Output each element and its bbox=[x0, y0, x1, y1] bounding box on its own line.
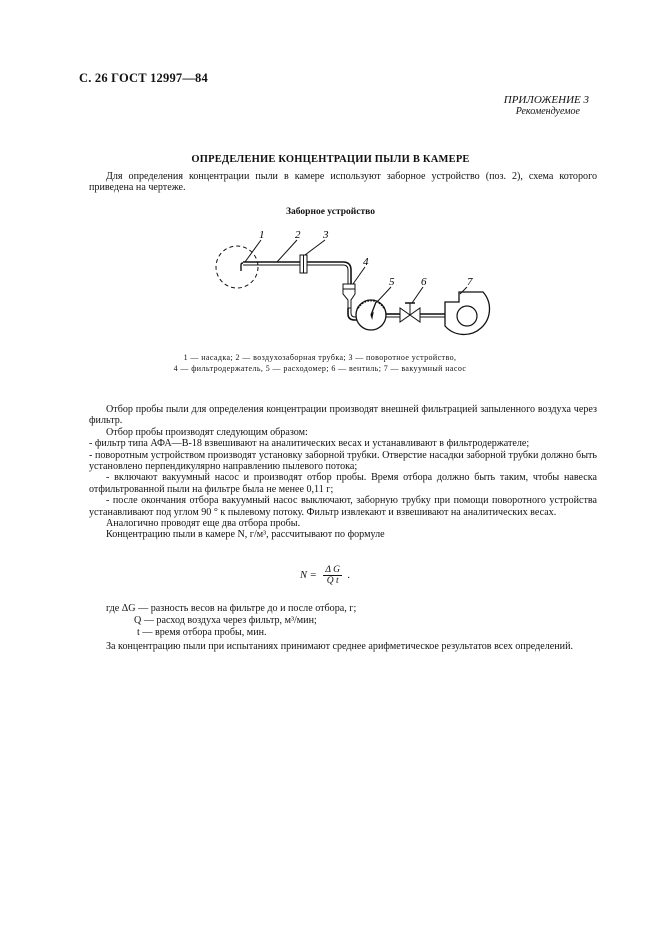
figure-caption bbox=[120, 352, 520, 374]
paragraph: Аналогично проводят еще два отбора пробы. bbox=[106, 518, 301, 530]
formula-denominator: Q t bbox=[326, 576, 339, 586]
diagram-label-4: 4 bbox=[363, 256, 369, 268]
appendix-status: Рекомендуемое bbox=[515, 106, 580, 117]
appendix-title: ПРИЛОЖЕНИЕ 3 bbox=[503, 94, 589, 106]
paragraph: Отбор пробы пыли для определения концентрации производят внешней фильтрацией запыленного воздуха через фильтр. bbox=[89, 404, 597, 427]
conclusion-paragraph bbox=[89, 641, 597, 652]
section-title: ОПРЕДЕЛЕНИЕ КОНЦЕНТРАЦИИ ПЫЛИ В КАМЕРЕ bbox=[191, 154, 470, 165]
legend-row: Q — расход воздуха через фильтр, м³/мин; bbox=[134, 615, 317, 627]
procedure-step: - фильтр типа АФА—В-18 взвешивают на аналитических весах и устанавливают в фильтродержателе; bbox=[89, 438, 530, 450]
diagram-label-7: 7 bbox=[467, 276, 473, 288]
diagram-label-2: 2 bbox=[295, 229, 301, 241]
diagram-label-3: 3 bbox=[323, 229, 329, 241]
figure-title: Заборное устройство bbox=[286, 207, 375, 217]
caption-line-2: 4 — фильтродержатель, 5 — расходомер; 6 — вентиль; 7 — вакуумный насос bbox=[173, 364, 467, 373]
procedure-text bbox=[89, 404, 597, 541]
formula-numerator: Δ G bbox=[325, 565, 340, 575]
procedure-step: - включают вакуумный насос и производят отбор пробы. Время отбора должно быть таким, чтобы навеска отфильтрованной пыли на фильтре была не менее 0,11 г; bbox=[89, 472, 597, 495]
caption-line-1: 1 — насадка; 2 — воздухозаборная трубка; 3 — поворотное устройство, bbox=[183, 353, 457, 362]
formula-fraction bbox=[323, 565, 342, 586]
procedure-step: - поворотным устройством производят установку заборной трубки. Отверстие насадки заборной трубки должно быть установлено перпендикулярно направлению пылевого потока; bbox=[89, 449, 597, 473]
diagram-label-6: 6 bbox=[421, 276, 427, 288]
appendix-heading bbox=[504, 94, 589, 118]
formula-legend bbox=[106, 603, 356, 640]
paragraph: Концентрацию пыли в камере N, г/м³, рассчитывают по формуле bbox=[106, 529, 385, 541]
legend-row: t — время отбора пробы, мин. bbox=[137, 627, 267, 639]
intake-device-diagram bbox=[205, 222, 495, 347]
concentration-formula bbox=[300, 565, 350, 586]
valve-shape bbox=[400, 308, 410, 322]
diagram-label-5: 5 bbox=[389, 276, 395, 288]
paragraph: Отбор пробы производят следующим образом: bbox=[106, 426, 308, 438]
conclusion-text: За концентрацию пыли при испытаниях принимают среднее арифметическое результатов всех определений. bbox=[106, 641, 574, 652]
vacuum-pump-shape bbox=[445, 292, 489, 334]
formula-end: . bbox=[347, 570, 351, 581]
diagram-label-1: 1 bbox=[259, 229, 265, 241]
intro-paragraph: Для определения концентрации пыли в камере используют заборное устройство (поз. 2), схема которого приведена на чертеже. bbox=[89, 171, 597, 194]
nozzle-shape bbox=[241, 263, 243, 271]
procedure-step: - после окончания отбора вакуумный насос выключают, заборную трубку при помощи поворотного устройства устанавливают под углом 90 ° к пылевому потоку. Фильтр извлекают и взвешивают на аналитических весах. bbox=[89, 495, 597, 518]
filter-holder-shape bbox=[343, 284, 355, 308]
formula-lhs: N = bbox=[300, 570, 317, 581]
legend-row: где ΔG — разность весов на фильтре до и после отбора, г; bbox=[106, 603, 357, 614]
page-header: С. 26 ГОСТ 12997—84 bbox=[79, 71, 208, 85]
